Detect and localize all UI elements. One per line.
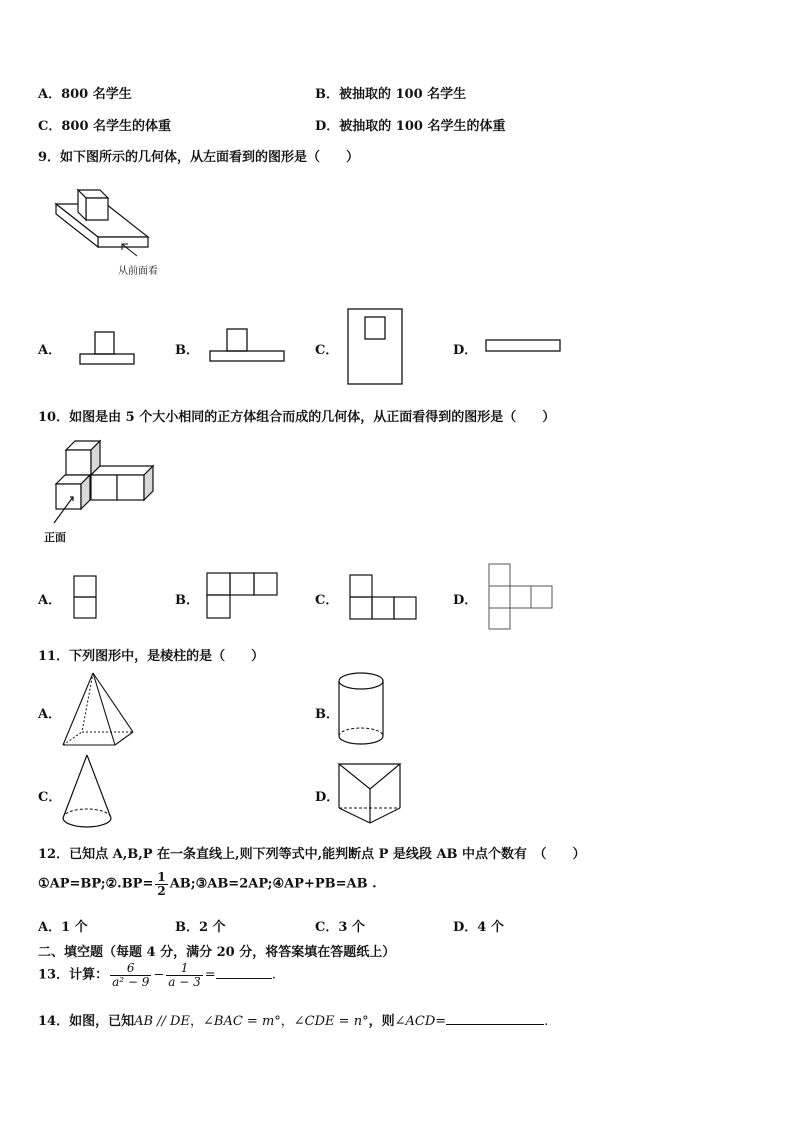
q9-stem: 9．如下图所示的几何体，从左面看到的图形是（ ） xyxy=(38,150,360,165)
q10-label-c: C． xyxy=(315,593,339,608)
q13-fraction-1 xyxy=(110,962,151,988)
q14-angle-acd: ∠ACD xyxy=(394,1014,436,1029)
q10-option-a-figure xyxy=(72,574,102,622)
q12-option-a: A．1 个 xyxy=(38,920,88,935)
q14-sep2: ， xyxy=(280,1014,294,1029)
q14-angle-cde: ∠CDE = n° xyxy=(293,1014,369,1029)
q9-solid-figure xyxy=(52,182,162,267)
q13-f1-den: a² − 9 xyxy=(112,974,150,989)
q10-view-caption: 正面 xyxy=(44,531,66,544)
q9-label-d: D． xyxy=(453,343,478,358)
q14-row xyxy=(38,1010,548,1029)
q12-frac-num: 1 xyxy=(157,870,166,884)
q11-cone-figure xyxy=(60,752,120,834)
q13-f1-num: 6 xyxy=(110,962,151,976)
q11-label-b: B． xyxy=(315,707,339,722)
q9-option-a-figure xyxy=(78,330,138,370)
q12-stem: 12．已知点 A,B,P 在一条直线上,则下列等式中,能判断点 P 是线段 AB 中点个数有 （ ） xyxy=(38,847,586,862)
q9-option-b-figure xyxy=(208,327,288,367)
q13-f2-num: 1 xyxy=(166,962,202,976)
q11-cylinder-figure xyxy=(334,670,390,752)
q12-option-d: D．4 个 xyxy=(453,920,504,935)
q9-option-c-figure xyxy=(347,308,407,388)
q13-period: . xyxy=(271,967,276,983)
q10-label-d: D． xyxy=(453,593,478,608)
q14-parallel: AB // DE xyxy=(134,1014,190,1029)
q8-option-a: A．800 名学生 xyxy=(38,87,132,102)
q12-fraction xyxy=(155,871,167,897)
q14-angle-bac: ∠BAC = m° xyxy=(203,1014,281,1029)
q9-view-caption: 从前面看 xyxy=(118,266,158,277)
q13-minus: − xyxy=(153,967,165,983)
q10-label-b: B． xyxy=(175,593,199,608)
q12-frac-den: 2 xyxy=(157,883,166,898)
q12-cond-part1: ①AP=BP;②.BP= xyxy=(38,876,154,892)
q10-option-c-figure xyxy=(348,573,420,623)
q9-label-a: A． xyxy=(38,343,62,358)
q8-option-b: B．被抽取的 100 名学生 xyxy=(315,87,467,102)
q12-option-c: C．3 个 xyxy=(315,920,365,935)
section-heading: 二、填空题（每题 4 分，满分 20 分，将答案填在答题纸上） xyxy=(38,945,396,960)
q14-equals: = xyxy=(435,1014,447,1029)
q8-option-c: C．800 名学生的体重 xyxy=(38,119,172,134)
q9-label-c: C． xyxy=(315,343,339,358)
q12-option-b: B．2 个 xyxy=(175,920,226,935)
q14-label: 14．如图，已知 xyxy=(38,1014,135,1029)
q11-label-d: D． xyxy=(315,790,340,805)
q11-label-a: A． xyxy=(38,707,62,722)
q10-option-d-figure xyxy=(486,562,556,632)
q12-conditions xyxy=(38,871,377,897)
q13-label: 13．计算： xyxy=(38,967,109,983)
q11-pyramid-figure xyxy=(60,670,140,752)
q13-fraction-2 xyxy=(166,962,202,988)
q9-label-b: B． xyxy=(175,343,199,358)
q11-label-c: C． xyxy=(38,790,62,805)
q11-stem: 11．下列图形中，是棱柱的是（ ） xyxy=(38,649,265,664)
q9-option-d-figure xyxy=(485,339,565,354)
q14-then: ，则 xyxy=(368,1014,395,1029)
q10-solid-figure xyxy=(40,437,165,537)
q11-prism-figure xyxy=(334,756,409,830)
q13-f2-den: a − 3 xyxy=(168,974,201,989)
q12-cond-part2: AB;③AB=2AP;④AP+PB=AB . xyxy=(169,876,377,892)
q13-equals: = xyxy=(204,967,216,983)
q14-sep1: ， xyxy=(189,1014,203,1029)
q13-answer-blank[interactable] xyxy=(216,978,272,979)
q8-option-d: D．被抽取的 100 名学生的体重 xyxy=(315,119,506,134)
q10-stem: 10．如图是由 5 个大小相同的正方体组合而成的几何体，从正面看得到的图形是（ ） xyxy=(38,410,556,425)
q10-label-a: A． xyxy=(38,593,62,608)
q10-option-b-figure xyxy=(205,571,285,623)
q13-row xyxy=(38,962,276,988)
q14-period: . xyxy=(544,1014,549,1029)
q14-answer-blank[interactable] xyxy=(446,1024,544,1025)
